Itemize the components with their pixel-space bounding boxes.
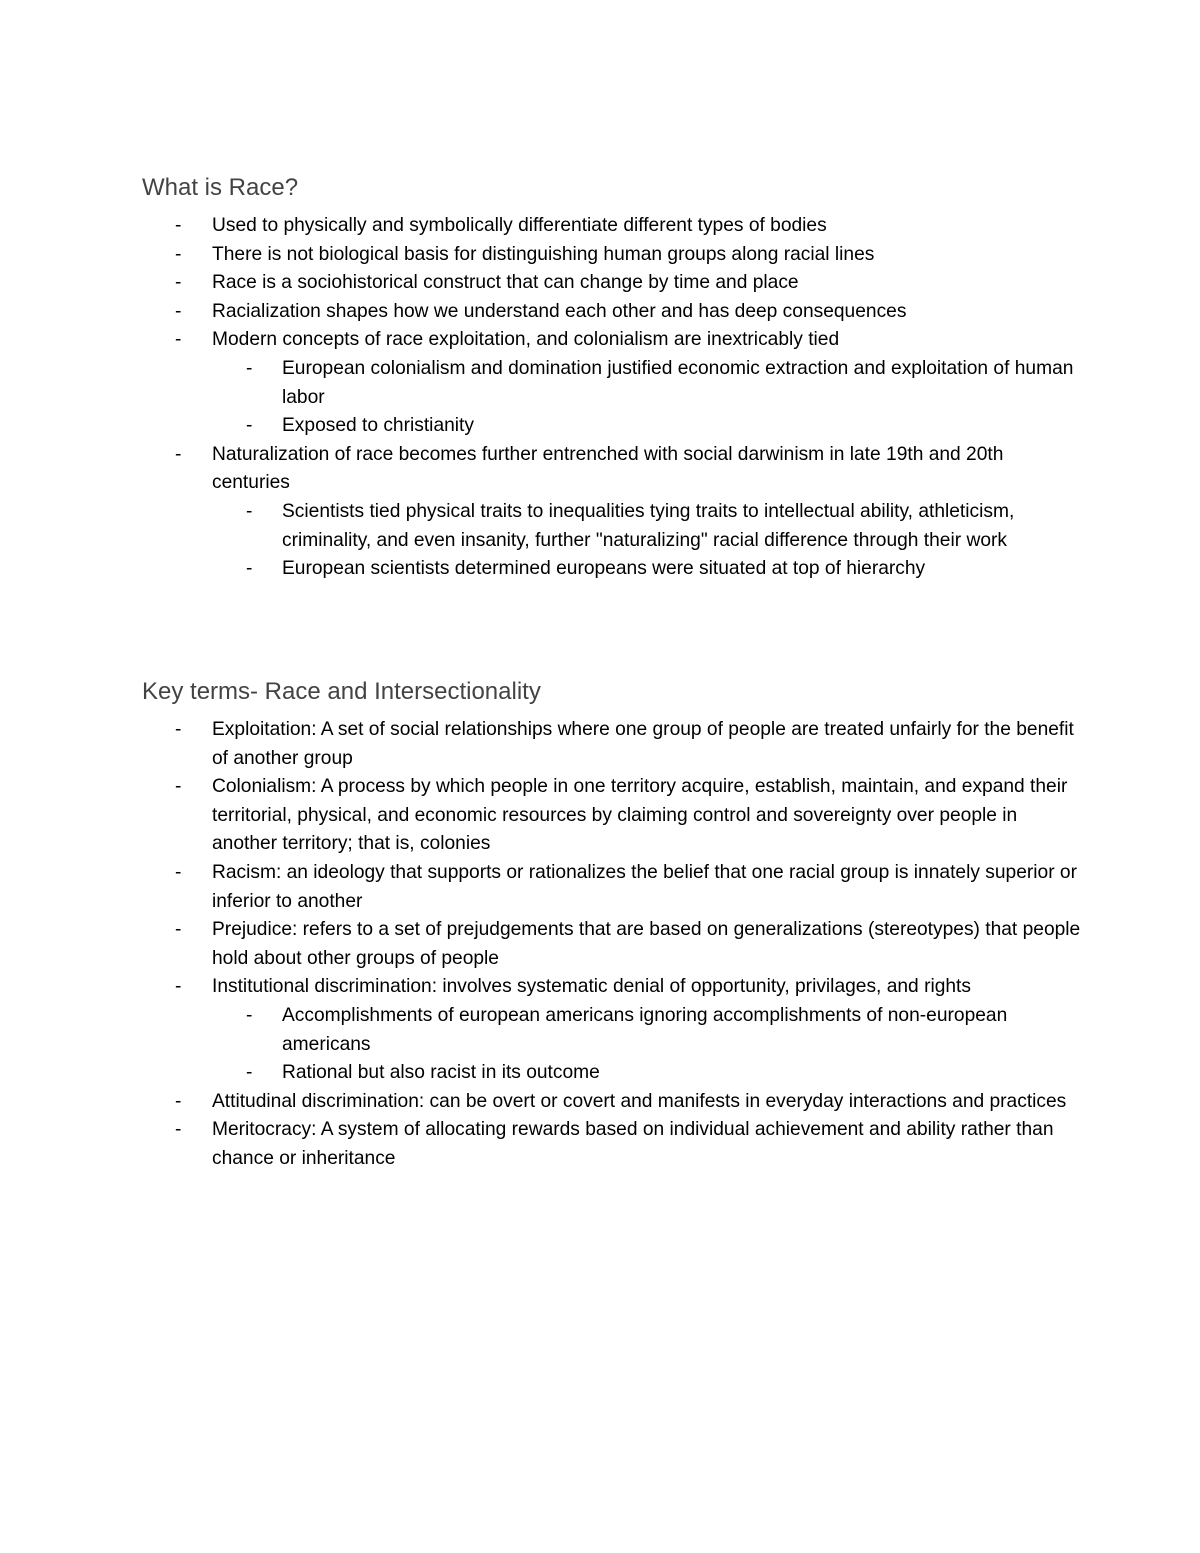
list-item-text: There is not biological basis for distinguishing human groups along racial lines [212,243,875,265]
list-item-text: Race is a sociohistorical construct that can change by time and place [212,272,799,294]
bullet-dash: - [246,357,253,379]
list-item [142,241,1082,270]
list-item-text: Scientists tied physical traits to inequalities tying traits to intellectual ability, athleticism, criminality, and even insanity, further "naturalizing" racial difference through their work [282,500,1015,551]
bullet-dash: - [175,329,182,351]
bullet-dash: - [175,919,182,941]
list-item-text: Meritocracy: A system of allocating rewards based on individual achievement and ability rather than chance or inheritance [212,1119,1054,1169]
list-item [142,916,1082,973]
list-item-text: Racism: an ideology that supports or rationalizes the belief that one racial group is innately superior or inferior to another [212,861,1077,912]
bullet-dash: - [175,300,182,322]
bullet-dash: - [175,861,182,883]
list-item [142,441,1082,498]
list-item-text: Naturalization of race becomes further entrenched with social darwinism in late 19th and 20th centuries [212,443,1004,494]
section-heading: What is Race? [142,174,299,201]
sub-list-item [142,1059,1082,1088]
list-item-text: Attitudinal discrimination: can be overt or covert and manifests in everyday interactions and practices [212,1090,1067,1112]
list-item-text: Racialization shapes how we understand each other and has deep consequences [212,300,907,322]
bullet-dash: - [246,1062,253,1084]
list-item [142,326,1082,355]
list-item-text: Rational but also racist in its outcome [282,1062,600,1084]
section-what-is-race [142,172,1082,584]
bullet-dash: - [246,558,253,580]
list-item-text: Exploitation: A set of social relationships where one group of people are treated unfairly for the benefit of another group [212,719,1074,769]
bullet-dash: - [175,776,182,798]
bullet-dash: - [175,719,182,740]
sub-list-item [142,498,1082,555]
list-item-text: Colonialism: A process by which people in one territory acquire, establish, maintain, and expand their territorial, physical, and economic resources by claiming control and sovereignty over people in another territory; that is, colonies [212,776,1068,855]
bullet-list [142,212,1082,584]
list-item [142,212,1082,241]
bullet-dash: - [246,1004,253,1026]
list-item-text: Used to physically and symbolically differentiate different types of bodies [212,215,827,236]
list-item [142,298,1082,327]
bullet-dash: - [175,976,182,998]
list-item-text: European colonialism and domination justified economic extraction and exploitation of human labor [282,357,1074,408]
list-item-text: Exposed to christianity [282,415,474,437]
list-item [142,773,1082,859]
bullet-list [142,716,1082,1174]
bullet-dash: - [175,443,182,465]
bullet-dash: - [175,215,182,236]
sub-list-item [142,355,1082,412]
list-item [142,973,1082,1002]
bullet-dash: - [175,272,182,294]
section-heading: Key terms- Race and Intersectionality [142,678,541,705]
bullet-dash: - [175,1090,182,1112]
list-item-text: Prejudice: refers to a set of prejudgements that are based on generalizations (stereotypes) that people hold about other groups of people [212,919,1081,969]
bullet-dash: - [175,1119,182,1141]
list-item-text: Accomplishments of european americans ignoring accomplishments of non-european americans [282,1004,1008,1055]
sub-list-item [142,1002,1082,1059]
sub-list-item [142,555,1082,584]
list-item [142,859,1082,916]
list-item [142,1088,1082,1117]
bullet-dash: - [246,500,253,522]
bullet-dash: - [246,415,253,437]
list-item-text: Modern concepts of race exploitation, and colonialism are inextricably tied [212,329,840,351]
list-item [142,716,1082,773]
section-key-terms [142,676,1082,1174]
list-item-text: European scientists determined europeans were situated at top of hierarchy [282,558,926,580]
sub-list-item [142,412,1082,441]
list-item-text: Institutional discrimination: involves systematic denial of opportunity, privilages, and rights [212,976,971,998]
list-item [142,1116,1082,1173]
list-item [142,269,1082,298]
bullet-dash: - [175,243,182,265]
